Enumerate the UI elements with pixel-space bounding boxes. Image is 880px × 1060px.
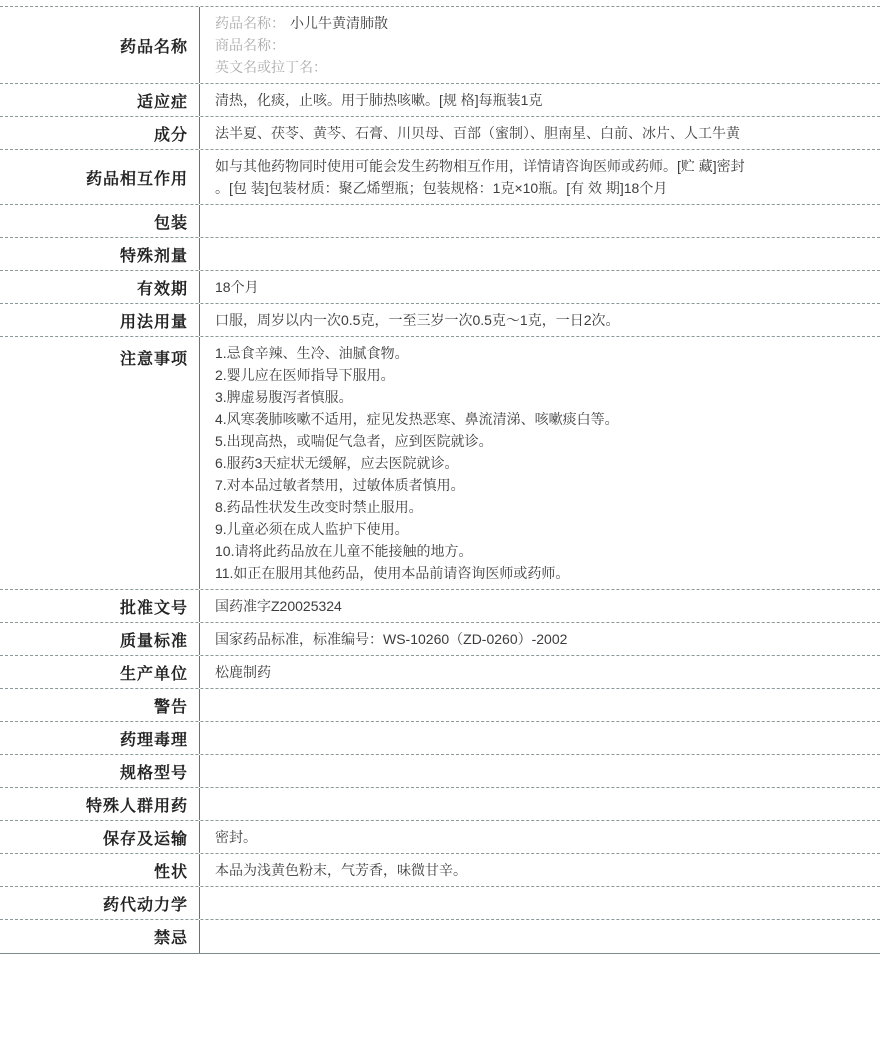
row-label-special-dosage: 特殊剂量 [0, 238, 200, 270]
field-line [215, 34, 868, 56]
field-key: 药品名称： [215, 15, 285, 31]
field-line [215, 12, 868, 34]
table-row-manufacturer [0, 656, 880, 689]
field-key: 商品名称： [215, 37, 285, 53]
row-label-contraindications: 禁忌 [0, 920, 200, 953]
list-item: 8.药品性状发生改变时禁止服用。 [215, 499, 423, 515]
row-label-description: 性状 [0, 854, 200, 886]
row-label-warning: 警告 [0, 689, 200, 721]
row-label-drug-name: 药品名称 [0, 7, 200, 83]
row-content-quality-standard [200, 623, 880, 655]
table-row-ingredients [0, 117, 880, 150]
table-row-warning [0, 689, 880, 722]
row-label-usage-dosage: 用法用量 [0, 304, 200, 336]
row-content-spec-model [200, 755, 880, 787]
row-label-ingredients: 成分 [0, 117, 200, 149]
content-text: 口服，周岁以内一次0.5克，一至三岁一次0.5克～1克，一日2次。 [215, 312, 620, 328]
row-content-warning [200, 689, 880, 721]
list-item: 10.请将此药品放在儿童不能接触的地方。 [215, 543, 473, 559]
content-text: 密封。 [215, 829, 257, 845]
row-label-approval-number: 批准文号 [0, 590, 200, 622]
content-text: 国药准字Z20025324 [215, 598, 342, 614]
row-label-packaging: 包装 [0, 205, 200, 237]
content-text: 松鹿制药 [215, 664, 271, 680]
field-line [215, 56, 868, 78]
row-content-ingredients [200, 117, 880, 149]
row-content-pharmacology-toxicology [200, 722, 880, 754]
content-text: 法半夏、茯苓、黄芩、石膏、川贝母、百部（蜜制）、胆南星、白前、冰片、人工牛黄 [215, 125, 740, 141]
content-text: 18个月 [215, 279, 259, 295]
list-item: 4.风寒袭肺咳嗽不适用，症见发热恶寒、鼻流清涕、咳嗽痰白等。 [215, 411, 619, 427]
row-content-drug-name [200, 7, 880, 83]
row-content-drug-interactions [200, 150, 880, 204]
row-content-precautions [200, 337, 880, 589]
row-content-special-populations [200, 788, 880, 820]
row-content-packaging [200, 205, 880, 237]
table-row-drug-name [0, 7, 880, 84]
field-value: 小儿牛黄清肺散 [290, 15, 388, 31]
list-item: 5.出现高热，或喘促气急者，应到医院就诊。 [215, 433, 493, 449]
row-content-pharmacokinetics [200, 887, 880, 919]
table-row-special-dosage [0, 238, 880, 271]
content-text: 国家药品标准，标准编号：WS-10260（ZD-0260）-2002 [215, 631, 568, 647]
table-row-spec-model [0, 755, 880, 788]
row-content-description [200, 854, 880, 886]
row-label-manufacturer: 生产单位 [0, 656, 200, 688]
list-item: 2.婴儿应在医师指导下服用。 [215, 367, 395, 383]
field-key: 英文名或拉丁名： [215, 59, 327, 75]
table-row-precautions [0, 337, 880, 590]
row-label-quality-standard: 质量标准 [0, 623, 200, 655]
row-label-pharmacokinetics: 药代动力学 [0, 887, 200, 919]
row-content-manufacturer [200, 656, 880, 688]
table-row-indications [0, 84, 880, 117]
row-label-shelf-life: 有效期 [0, 271, 200, 303]
table-row-pharmacology-toxicology [0, 722, 880, 755]
content-line: 。[包 装]包装材质：聚乙烯塑瓶；包装规格：1克×10瓶。[有 效 期]18个月 [215, 180, 668, 196]
row-label-special-populations: 特殊人群用药 [0, 788, 200, 820]
content-text: 本品为浅黄色粉末，气芳香，味微甘辛。 [215, 862, 467, 878]
table-row-packaging [0, 205, 880, 238]
table-row-special-populations [0, 788, 880, 821]
row-content-usage-dosage [200, 304, 880, 336]
row-label-drug-interactions: 药品相互作用 [0, 150, 200, 204]
list-item: 3.脾虚易腹泻者慎服。 [215, 389, 353, 405]
list-item: 6.服药3天症状无缓解，应去医院就诊。 [215, 455, 459, 471]
row-label-storage-transport: 保存及运输 [0, 821, 200, 853]
row-content-indications [200, 84, 880, 116]
table-row-usage-dosage [0, 304, 880, 337]
table-row-contraindications [0, 920, 880, 953]
drug-info-table [0, 6, 880, 954]
table-row-approval-number [0, 590, 880, 623]
content-text: 清热，化痰，止咳。用于肺热咳嗽。[规 格]每瓶装1克 [215, 92, 543, 108]
table-row-pharmacokinetics [0, 887, 880, 920]
row-content-storage-transport [200, 821, 880, 853]
row-content-approval-number [200, 590, 880, 622]
content-line: 如与其他药物同时使用可能会发生药物相互作用，详情请咨询医师或药师。[贮 藏]密封 [215, 158, 745, 174]
list-item: 11.如正在服用其他药品，使用本品前请咨询医师或药师。 [215, 565, 570, 581]
row-label-pharmacology-toxicology: 药理毒理 [0, 722, 200, 754]
row-label-indications: 适应症 [0, 84, 200, 116]
table-row-drug-interactions [0, 150, 880, 205]
table-row-quality-standard [0, 623, 880, 656]
row-content-contraindications [200, 920, 880, 953]
list-item: 7.对本品过敏者禁用，过敏体质者慎用。 [215, 477, 465, 493]
table-row-shelf-life [0, 271, 880, 304]
row-content-special-dosage [200, 238, 880, 270]
row-label-precautions: 注意事项 [0, 337, 200, 589]
table-row-description [0, 854, 880, 887]
row-content-shelf-life [200, 271, 880, 303]
list-item: 9.儿童必须在成人监护下使用。 [215, 521, 409, 537]
row-label-spec-model: 规格型号 [0, 755, 200, 787]
list-item: 1.忌食辛辣、生冷、油腻食物。 [215, 345, 409, 361]
table-row-storage-transport [0, 821, 880, 854]
